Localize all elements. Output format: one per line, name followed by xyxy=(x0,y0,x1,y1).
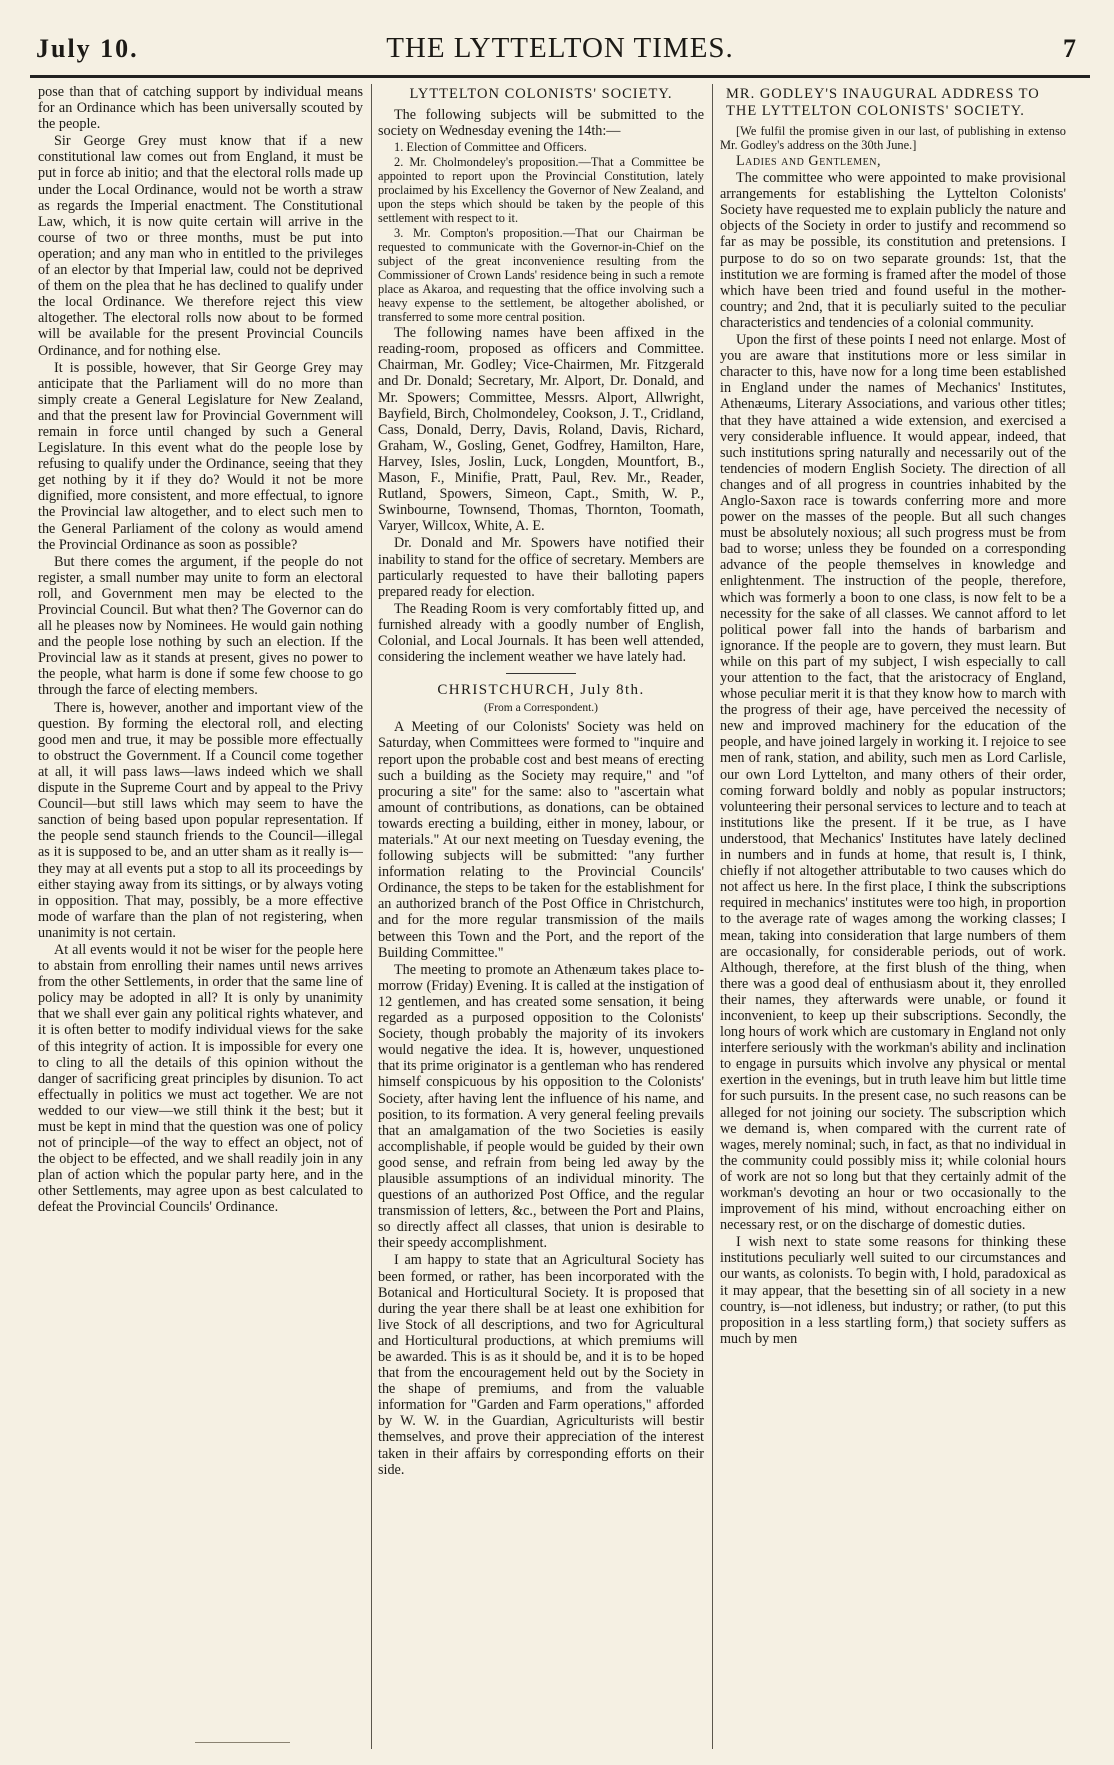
agenda-item: 2. Mr. Cholmondeley's proposition.—That a Committee be appointed to report upon the Provincial Constitution, lately proclaimed by his Excellency the Governor of New Zealand, and upon the steps which should be taken by the people of this settlement with respect to it. xyxy=(378,155,704,226)
paragraph: The following names have been affixed in the reading-room, proposed as officers and Committee. Chairman, Mr. Godley; Vice-Chairmen, Mr. Fitzgerald and Dr. Donald; Secretary, Mr. Alport, Dr. Donald, and Mr. Spowers; Committee, Messrs. Alport, Allwright, Bayfield, Birch, Cholmondeley, Cookson, J. T., Cridland, Cass, Donald, Derry, Davis, Roland, Davis, Richard, Graham, W., Gosling, Genet, Godfrey, Hamilton, Hare, Harvey, Isles, Joslin, Luck, Longden, Mountfort, B., Mason, F., Minifie, Pratt, Paul, Rev. Mr., Reader, Rutland, Spowers, Simeon, Capt., Smith, W. P., Swinbourne, Townsend, Thomas, Thornton, Toomath, Varyer, Willcox, White, A. E. xyxy=(378,325,704,535)
section-divider xyxy=(506,673,576,674)
paragraph: But there comes the argument, if the people do not register, a small number may unite to form an electoral roll, and Government men may be elected to the Provincial Council. But what then? The Governor can do all he pleases now by Nominees. He would gain nothing and the people lose nothing by such an election. If the Provincial law as it stands at present, gives no power to the people, what harm is done if some few choose to go through the farce of electing members. xyxy=(38,553,363,699)
column-divider xyxy=(712,84,713,1749)
page-number: 7 xyxy=(1063,34,1076,63)
column-1-editorial xyxy=(38,84,363,1744)
editor-note: [We fulfil the promise given in our last, of publishing in extenso Mr. Godley's address on the 30th June.] xyxy=(720,124,1066,152)
masthead xyxy=(30,28,1090,78)
paragraph: I wish next to state some reasons for thinking these institutions peculiarly well suited to our circumstances and our wants, as colonists. To begin with, I hold, paradoxical as it may appear, that the besetting sin of all society in a new country, is—not idleness, but industry; or rather, (to put this proposition in a less startling form,) that society suffers as much by men xyxy=(720,1234,1066,1347)
newspaper-title: THE LYTTELTON TIMES. xyxy=(386,32,734,64)
paragraph: Sir George Grey must know that if a new constitutional law comes out from England, it must be put in force ab initio; and that the electoral rolls made up under the Local Ordinance, would not be worth a straw as regards the Imperial enactment. The Constitutional Law, which, it is now quite certain will arrive in the course of two or three months, must be put into operation; and any man who in entitled to the privileges of an elector by that Imperial law, could not be deprived of them on the plea that he has declined to qualify under the local Ordinance. We therefore reject this view altogether. The electoral rolls now about to be formed will be available for the present Provincial Councils Ordinance, and for nothing else. xyxy=(38,133,363,359)
paragraph: I am happy to state that an Agricultural Society has been formed, or rather, has been incorporated with the Botanical and Horticultural Society. It is proposed that during the year there shall be at least one exhibition for live Stock of all descriptions, and two for Agricultural and Horticultural productions, at which premiums will be awarded. This is as it should be, and it is to be hoped that from the encouragement held out by the Society in the shape of premiums, and from the valuable information for "Garden and Farm operations," afforded by W. W. in the Guardian, Agriculturists will bestir themselves, and prove their appreciation of the interest taken in their affairs by corresponding efforts on their side. xyxy=(378,1252,704,1478)
paragraph: The following subjects will be submitted to the society on Wednesday evening the 14th:— xyxy=(378,107,704,140)
paragraph: Upon the first of these points I need not enlarge. Most of you are aware that institutions more or less similar in character to this, have now for a long time been established in England under the names of Mechanics' Institutes, Athenæums, Literary Associations, and various other titles; that they have attained a wide extension, and exercised a very considerable influence. It would appear, indeed, that such institutions spring naturally and necessarily out of the tendencies of modern English Society. The direction of all changes and of all progress in countries inhabited by the Anglo-Saxon race is towards conferring more and more power on the masses of the people. But all such changes must be absolutely noxious; all such progress must be from bad to worse; unless they be founded on a corresponding advance of the people themselves in knowledge and enlightenment. The instruction of the people, therefore, which was formerly a boon to one class, is now felt to be a necessity for the sake of all classes. We cannot afford to let political power fall into the hands of barbarism and ignorance. If the people are to govern, they must learn. But while on this part of my subject, I wish especially to call your attention to the fact, that the aristocracy of England, whose peculiar merit it is that they know how to march with the progress of their age, have perceived the necessity of new and improved machinery for the education of the people, and have joined largely in working it. I rejoice to see men of rank, station, and ability, such men as Lord Carlisle, our own Lord Lyttelton, and many others of their order, coming forward boldly and nobly as popular instructors; volunteering their personal services to lecture and to teach at institutions like the present. If it be true, as I have understood, that Mechanics' Institutes have lately declined in numbers and in funds at home, that result is, I think, chiefly if not altogether attributable to two causes which do not affect us here. In the first place, I think the subscriptions required in mechanics' institutes were too high, in proportion to the average rate of wages among the working classes; I mean, taking into consideration that large numbers of them are occasionally, for considerable periods, out of work. Although, therefore, at the first blush of the thing, when there was a good deal of enthusiasm about it, they enrolled their names, they afterwards were unable, or found it inconvenient, to keep up their subscriptions. Secondly, the long hours of work which are customary in England not only interfere seriously with the workman's ability and inclination to engage in pursuits which involve any physical or mental exertion in the evenings, but in truth leave him but little time for such pursuits. In the present case, no such reasons can be alleged for not joining our society. The subscription which we demand is, when compared with the current rate of wages, merely nominal; such, in fact, as that no individual in the community could possibly miss it; while colonial hours of work are not so long but that they certainly admit of the workman's devoting an hour or two occasionally to the improvement of his mind, without encroaching either on necessary rest, or on the discharge of domestic duties. xyxy=(720,332,1066,1234)
agenda-item: 3. Mr. Compton's proposition.—That our Chairman be requested to communicate with the Governor-in-Chief on the subject of the great inconvenience resulting from the Commissioner of Crown Lands' residence being in such a remote place as Akaroa, and requesting that the office involving such a heavy expense to the settlement, be altogether abolished, or transferred to some more central position. xyxy=(378,226,704,325)
paragraph: It is possible, however, that Sir George Grey may anticipate that the Parliament will do no more than simply create a General Legislature for New Zealand, and that the present law for Provincial Government will remain in force until changed by such a General Legislature. In this event what do the people lose by refusing to qualify under the Ordinance, seeing that they get nothing by it if they do? Would it not be more dignified, more consistent, and more effectual, to ignore the Provincial law altogether, and to elect such men to the General Parliament of the colony as would amend the Provincial Ordinance as soon as possible? xyxy=(38,359,363,553)
article-heading: CHRISTCHURCH, July 8th. xyxy=(437,682,645,699)
column-2-society-news xyxy=(378,84,704,1744)
paragraph: A Meeting of our Colonists' Society was held on Saturday, when Committees were formed to "inquire and report upon the probable cost and best means of erecting such a building as the Society may require," and "of procuring a site" for the same: also to "ascertain what amount of contributions, as donations, can be obtained towards erecting a building, either in money, labour, or materials." At our next meeting on Tuesday evening, the following subjects will be submitted: "any further information relating to the Provincial Councils' Ordinance, the steps to be taken for the establishment for an authorized branch of the Post Office in Christchurch, and for the more regular transmission of the mails between this Town and the Port, and the report of the Building Committee." xyxy=(378,719,704,961)
footer-rule xyxy=(195,1742,290,1743)
masthead-rule xyxy=(30,75,1090,78)
salutation: Ladies and Gentlemen, xyxy=(736,153,882,169)
issue-date: July 10. xyxy=(36,34,139,63)
paragraph: There is, however, another and important view of the question. By forming the electoral roll, and electing good men and true, it may be possible more effectually to obstruct the Government. If a Council come together at all, it will pass laws—laws indeed which we shall dispute in the Supreme Court and by appeal to the Privy Council—but still laws which may seem to have the sanction of being based upon popular representation. If the people send staunch friends to the Council—illegal as it is supposed to be, and an utter sham as it really is—they may at all events put a stop to all its proceedings by either staying away from its sittings, or by always voting in opposition. That may, possibly, be a more effective mode of warfare than the plan of not registering, when unanimity is not certain. xyxy=(38,699,363,941)
paragraph: The Reading Room is very comfortably fitted up, and furnished already with a goodly number of English, Colonial, and Local Journals. It has been well attended, considering the inclement weather we have lately had. xyxy=(378,600,704,666)
paragraph: At all events would it not be wiser for the people here to abstain from enrolling their names until news arrives from the other Settlements, in order that the same line of policy may be adopted in all? It is only by unanimity that we shall ever gain any political rights whatever, and it is often better to modify individual views for the sake of this integrity of action. It is impossible for every one to cling to all the details of this opinion without the danger of sacrificing great principles by disunion. To act effectually in politics we must act together. We are not wedded to our view—we still think it the best; but it must be kept in mind that the question was one of policy not of principle—of the way to effect an object, not of the object to be effected, and we shall readily join in any plan of action which the popular party here, and in the other Settlements, may agree upon as best calculated to defeat the Provincial Councils' Ordinance. xyxy=(38,941,363,1216)
paragraph: The meeting to promote an Athenæum takes place to-morrow (Friday) Evening. It is called at the instigation of 12 gentlemen, and has created some sensation, it being regarded as a purposed opposition to the Colonists' Society, though probably the majority of its invokers would negative the idea. It is, however, unquestioned that its prime originator is a gentleman who has rendered himself conspicuous by his opposition to the Colonists' Society, after having lent the influence of his name, and position, to its formation. A very general feeling prevails that an amalgamation of the two Societies is easily accomplishable, if people would be guided by their own good sense, and refrain from being led away by the plausible assumptions of an individual minority. The questions of an authorized Post Office, and the regular transmission of letters, &c., between the Port and Plains, so directly affect all classes, that union is desirable to their speedy accomplishment. xyxy=(378,961,704,1252)
paragraph: pose than that of catching support by individual means for an Ordinance which has been universally scouted by the people. xyxy=(38,84,363,133)
column-3-address xyxy=(720,84,1066,1744)
agenda-item: 1. Election of Committee and Officers. xyxy=(394,140,587,155)
column-divider xyxy=(371,84,372,1749)
paragraph: Dr. Donald and Mr. Spowers have notified their inability to stand for the office of secretary. Members are particularly requested to have their balloting papers prepared ready for election. xyxy=(378,535,704,600)
paragraph: The committee who were appointed to make provisional arrangements for establishing the Lyttelton Colonists' Society have requested me to explain publicly the nature and objects of the Society in order to justify and recommend so far as may be possible, its constitution and pretensions. I purpose to do so on two separate grounds: 1st, that the institution we are forming is framed after the model of those which have been tried and found useful in the mother-country; and 2nd, that it is peculiarly suited to the peculiar characteristics and tendencies of a colonial community. xyxy=(720,170,1066,331)
byline: (From a Correspondent.) xyxy=(483,702,599,715)
article-heading: LYTTELTON COLONISTS' SOCIETY. xyxy=(409,86,673,102)
article-heading: MR. GODLEY'S INAUGURAL ADDRESS TO THE LYTTELTON COLONISTS' SOCIETY. xyxy=(726,86,1040,119)
